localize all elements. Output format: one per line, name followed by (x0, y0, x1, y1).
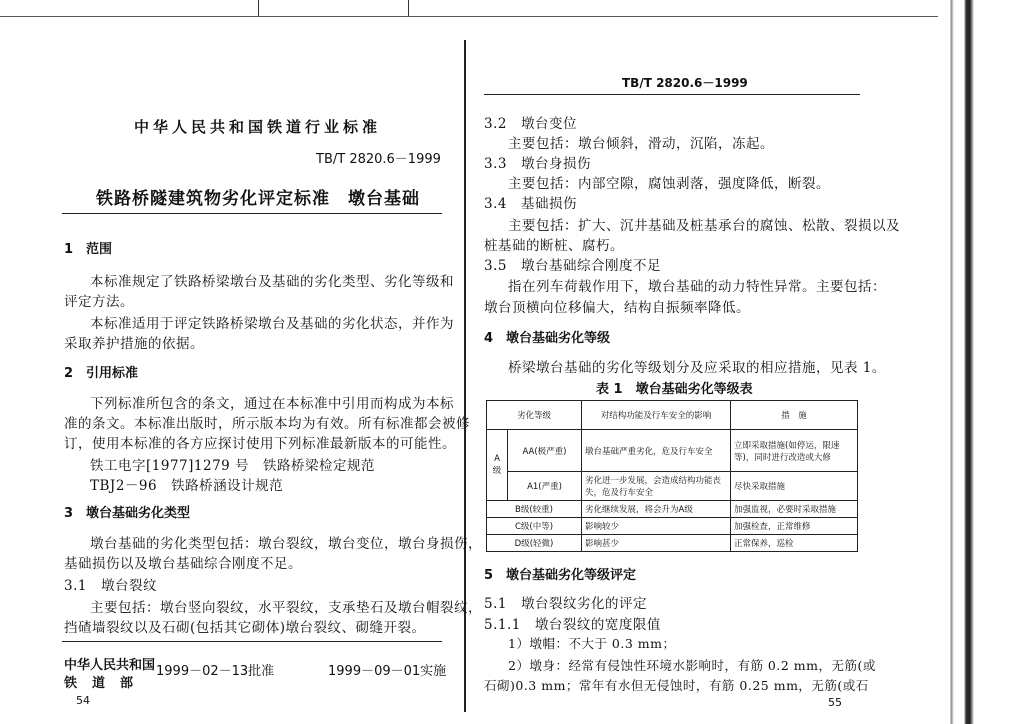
column-header: 措 施 (731, 401, 858, 430)
paragraph-line: 墩台顶横向位移偏大，结构自振频率降低。 (484, 300, 750, 316)
reference-item: 铁工电字[1977]1279 号 铁路桥梁检定规范 (90, 458, 376, 474)
effect-cell: 劣化进一步发展，会造成结构功能丧失，危及行车安全 (582, 472, 731, 501)
paragraph-line: 主要包括：墩台倾斜，滑动，沉陷，冻起。 (508, 136, 774, 152)
scan-tick-mark (408, 0, 409, 16)
paragraph-line: 指在列车荷载作用下，墩台基础的动力特性异常。主要包括： (508, 279, 886, 295)
paragraph-line: 本标准规定了铁路桥梁墩台及基础的劣化类型、劣化等级和 (90, 274, 454, 290)
list-item: 石砌)0.3 mm；常年有水但无侵蚀时，有筋 0.25 mm，无筋(或石 (484, 678, 869, 693)
column-header: 劣化等级 (487, 401, 582, 430)
grade-cell: C级(中等) (487, 518, 582, 535)
issuing-organization: 铁 道 部 (64, 676, 135, 691)
table-row (487, 430, 858, 472)
scan-top-edge (0, 16, 940, 17)
standard-category-title: 中华人民共和国铁道行业标准 (134, 118, 382, 136)
subsection-heading: 5.1.1 墩台裂纹的宽度限值 (484, 617, 661, 633)
footer-rule (62, 641, 442, 642)
paragraph-line: 采取养护措施的依据。 (64, 336, 204, 352)
grade-cell: AA(极严重) (508, 430, 582, 472)
measure-cell: 加强监视，必要时采取措施 (731, 501, 858, 518)
section-heading: 5 墩台基础劣化等级评定 (484, 568, 637, 583)
list-item: 2）墩身：经常有侵蚀性环境水影响时，有筋 0.2 mm，无筋(或 (508, 658, 876, 673)
measure-cell: 加强检查，正常维修 (731, 518, 858, 535)
subsection-heading: 3.5 墩台基础综合刚度不足 (484, 258, 661, 274)
paragraph-line: 本标准适用于评定铁路桥梁墩台及基础的劣化状态，并作为 (90, 316, 454, 332)
paragraph-line: 桥梁墩台基础的劣化等级划分及应采取的相应措施，见表 1。 (508, 360, 886, 376)
section-heading: 4 墩台基础劣化等级 (484, 331, 611, 346)
scan-tick-mark (258, 0, 259, 16)
subsection-heading: 5.1 墩台裂纹劣化的评定 (484, 596, 647, 612)
degradation-grade-table (486, 400, 858, 552)
paragraph-line: 基础损伤以及墩台基础综合刚度不足。 (64, 556, 302, 572)
paragraph-line: 桩基础的断桩、腐朽。 (484, 238, 624, 254)
table-title: 表 1 墩台基础劣化等级表 (596, 382, 753, 397)
grade-cell: D级(轻微) (487, 535, 582, 552)
running-header: TB/T 2820.6－1999 (622, 76, 748, 90)
effect-cell: 影响甚少 (582, 535, 731, 552)
table-row (487, 501, 858, 518)
approval-date: 1999－02－13批准 (156, 664, 275, 679)
scan-binding-edge (938, 0, 1024, 724)
subsection-heading: 3.4 基础损伤 (484, 196, 577, 212)
list-item: 1）墩帽：不大于 0.3 mm； (508, 636, 676, 651)
page-number: 55 (828, 696, 842, 709)
paragraph-line: 订，使用本标准的各方应探讨使用下列标准最新版本的可能性。 (64, 436, 456, 452)
paragraph-line: 主要包括：扩大、沉井基础及桩基承台的腐蚀、松散、裂损以及 (508, 218, 900, 234)
issuing-organization: 中华人民共和国 (64, 658, 156, 673)
grade-cell: A1(严重) (508, 472, 582, 501)
grade-cell: B级(较重) (487, 501, 582, 518)
paragraph-line: 主要包括：墩台竖向裂纹，水平裂纹，支承垫石及墩台帽裂纹， (90, 600, 482, 616)
effect-cell: 影响较少 (582, 518, 731, 535)
table-row (487, 518, 858, 535)
subsection-heading: 3.2 墩台变位 (484, 116, 577, 132)
paragraph-line: 评定方法。 (64, 294, 134, 310)
standard-code: TB/T 2820.6－1999 (316, 152, 441, 167)
section-heading: 2 引用标准 (64, 366, 139, 381)
effect-cell: 墩台基础严重劣化，危及行车安全 (582, 430, 731, 472)
measure-cell: 立即采取措施(如停运，限速等)，同时进行改造或大修 (731, 430, 858, 472)
table-header-row (487, 401, 858, 430)
reference-item: TBJ2－96 铁路桥涵设计规范 (90, 478, 284, 494)
paragraph-line: 主要包括：内部空隙，腐蚀剥落，强度降低，断裂。 (508, 176, 830, 192)
page-number: 54 (76, 694, 90, 707)
column-header: 对结构功能及行车安全的影响 (582, 401, 731, 430)
section-heading: 3 墩台基础劣化类型 (64, 506, 191, 521)
measure-cell: 正常保养，巡检 (731, 535, 858, 552)
paragraph-line: 墩台基础的劣化类型包括：墩台裂纹，墩台变位，墩台身损伤， (90, 536, 482, 552)
paragraph-line: 下列标准所包含的条文，通过在本标准中引用而构成为本标 (90, 396, 454, 412)
table-row (487, 472, 858, 501)
effective-date: 1999－09－01实施 (328, 664, 447, 679)
document-title: 铁路桥隧建筑物劣化评定标准 墩台基础 (96, 189, 420, 209)
measure-cell: 尽快采取措施 (731, 472, 858, 501)
subsection-heading: 3.3 墩台身损伤 (484, 156, 591, 172)
effect-cell: 劣化继续发展，将会升为A级 (582, 501, 731, 518)
title-rule (62, 213, 442, 214)
subsection-heading: 3.1 墩台裂纹 (64, 578, 157, 594)
table-row (487, 535, 858, 552)
grade-group-label: A 级 (487, 430, 508, 501)
header-rule (484, 94, 860, 95)
paragraph-line: 挡碴墙裂纹以及石砌(包括其它砌体)墩台裂纹、砌缝开裂。 (64, 620, 426, 636)
paragraph-line: 准的条文。本标准出版时，所示版本均为有效。所有标准都会被修 (64, 416, 470, 432)
section-heading: 1 范围 (64, 242, 113, 257)
